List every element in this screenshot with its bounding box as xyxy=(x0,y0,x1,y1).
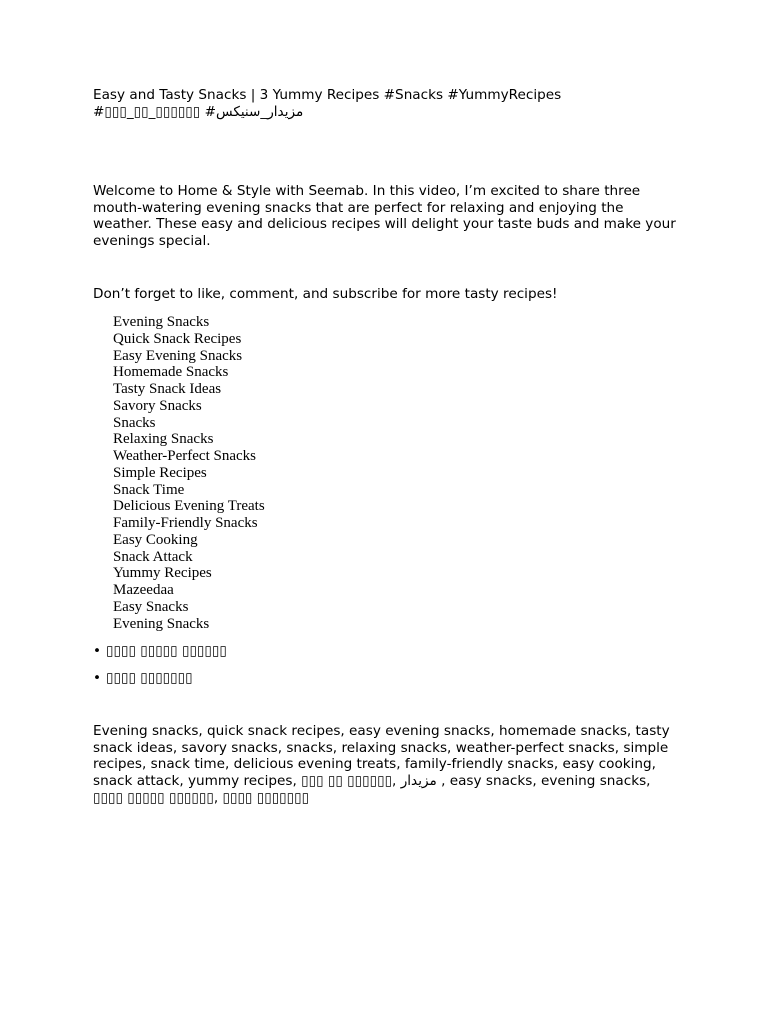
tag-item: Snacks xyxy=(113,414,156,431)
tag-item: Mazeedaa xyxy=(113,582,174,598)
title-line-2: #▯▯▯_▯▯_▯▯▯▯▯▯ #مزیدار_سنیکس xyxy=(93,103,304,120)
bullet-item xyxy=(93,670,227,697)
tag-item: Evening Snacks xyxy=(113,615,210,632)
tag-item: Savory Snacks xyxy=(113,397,202,414)
tag-item: Yummy Recipes xyxy=(113,565,212,582)
tag-item: Easy Evening Snacks xyxy=(113,347,243,364)
document-title xyxy=(93,87,693,120)
bullet-list xyxy=(93,643,227,697)
tag-item: Easy Cooking xyxy=(113,531,198,548)
keywords-paragraph: Evening snacks, quick snack recipes, easy evening snacks, homemade snacks, tasty snack ideas, savory snacks, snacks, relaxing snacks, weather-perfect snacks, simple recipes, snack time, delicious evening treats, family-friendly snacks, easy cooking, snack attack, yummy recipes, ▯▯▯ ▯▯ ▯▯▯▯▯▯, مزیدار , easy snacks, evening snacks, ▯▯▯▯ ▯▯▯▯▯ ▯▯▯▯▯▯, ▯▯▯▯ ▯▯▯▯▯▯▯ xyxy=(93,723,670,806)
tag-item: Weather-Perfect Snacks xyxy=(113,448,257,464)
tag-list xyxy=(113,314,265,632)
tag-item: Family-Friendly Snacks xyxy=(113,515,258,531)
bullet-text: ▯▯▯▯ ▯▯▯▯▯ ▯▯▯▯▯▯ xyxy=(106,643,227,659)
tag-item: Homemade Snacks xyxy=(113,364,229,381)
tag-item: Delicious Evening Treats xyxy=(113,498,265,515)
bullet-item xyxy=(93,643,227,670)
tag-item: Easy Snacks xyxy=(113,598,189,615)
tag-item: Relaxing Snacks xyxy=(113,431,214,448)
tag-item: Snack Attack xyxy=(113,548,193,565)
bullet-marker: • xyxy=(93,670,102,686)
tag-item: Evening Snacks xyxy=(113,314,210,330)
tag-item: Tasty Snack Ideas xyxy=(113,381,222,397)
tag-item: Snack Time xyxy=(113,481,185,498)
title-line-1: Easy and Tasty Snacks | 3 Yummy Recipes #Snacks #YummyRecipes xyxy=(93,87,562,103)
tag-item: Quick Snack Recipes xyxy=(113,330,242,347)
bullet-text: ▯▯▯▯ ▯▯▯▯▯▯▯ xyxy=(106,670,193,686)
call-to-action: Don’t forget to like, comment, and subscribe for more tasty recipes! xyxy=(93,286,558,302)
bullet-marker: • xyxy=(93,643,102,659)
intro-paragraph: Welcome to Home & Style with Seemab. In this video, I’m excited to share three mouth-watering evening snacks that are perfect for relaxing and enjoying the weather. These easy and delicious recipes will delight your taste buds and make your evenings special. xyxy=(93,183,676,250)
tag-item: Simple Recipes xyxy=(113,464,207,481)
